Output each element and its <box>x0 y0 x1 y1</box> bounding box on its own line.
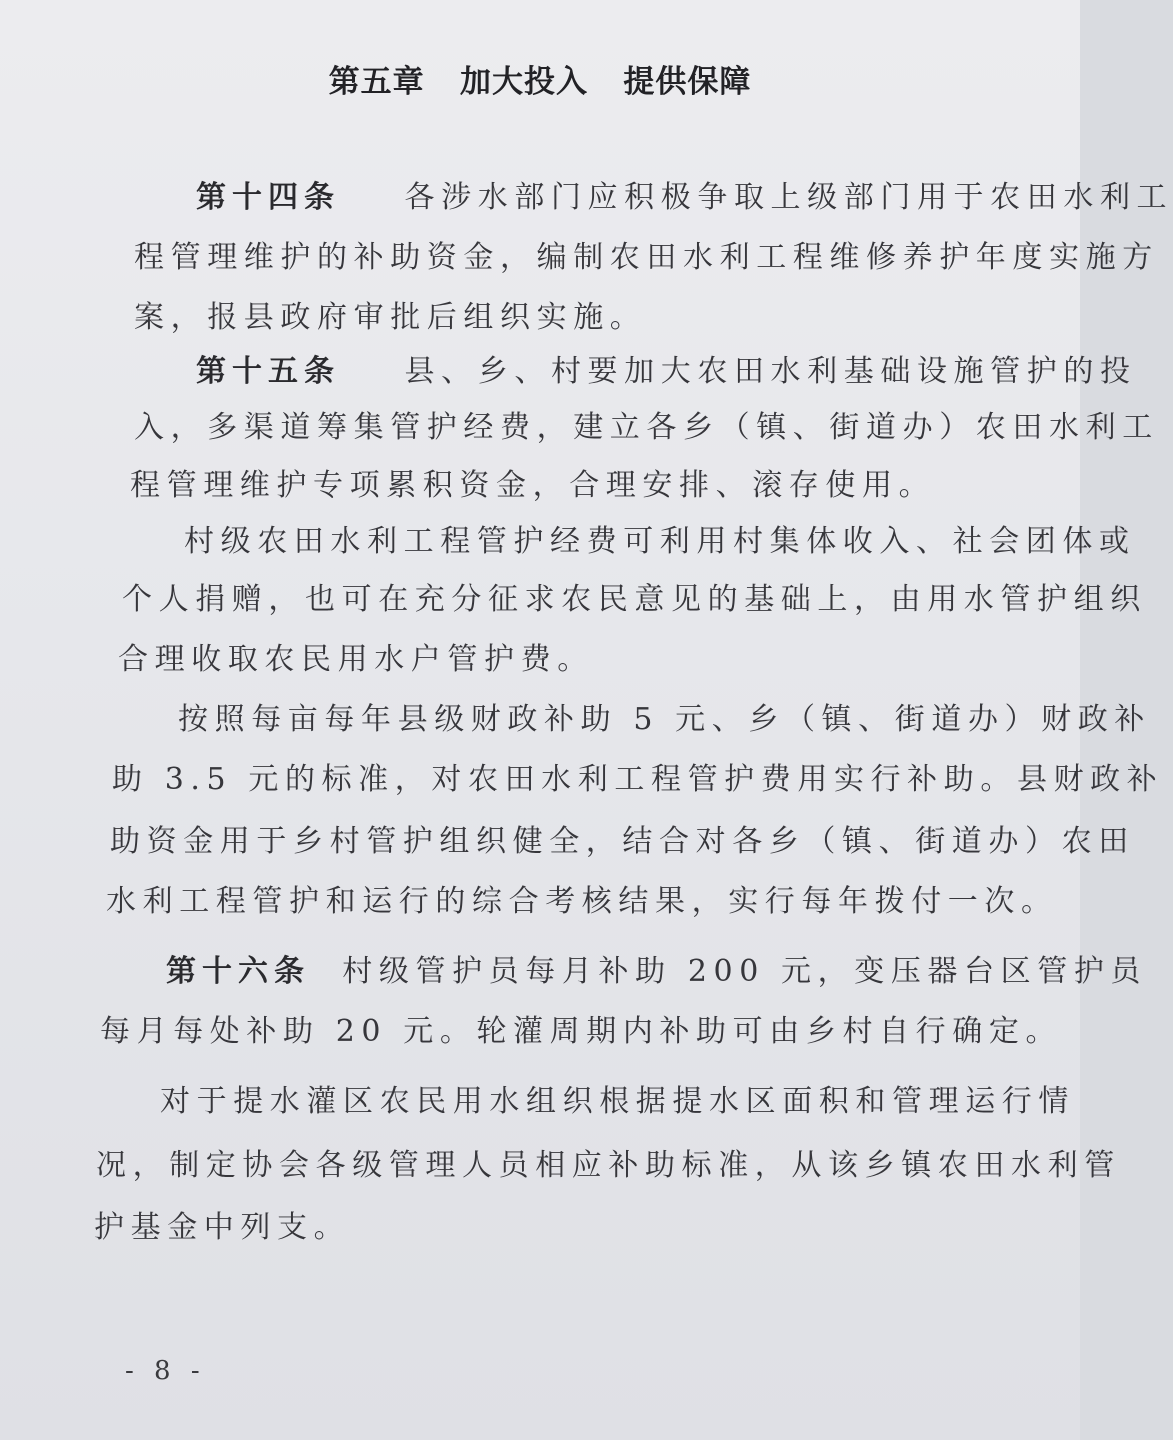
article-15-text-line-2: 入，多渠道筹集管护经费，建立各乡（镇、街道办）农田水利工 <box>134 410 1159 445</box>
lift-irrigation-line-2: 况，制定协会各级管理人员相应补助标准，从该乡镇农田水利管 <box>96 1148 1121 1183</box>
article-15-text-line-1: 县、乡、村要加大农田水利基础设施管护的投 <box>404 354 1137 389</box>
article-14-text-line-2: 程管理维护的补助资金，编制农田水利工程维修养护年度实施方 <box>134 240 1159 275</box>
subsidy-standard-line-1: 按照每亩每年县级财政补助 5 元、乡（镇、街道办）财政补 <box>178 702 1151 737</box>
article-16-text-line-1: 村级管护员每月补助 200 元，变压器台区管护员 <box>342 954 1148 989</box>
lift-irrigation-line-1: 对于提水灌区农民用水组织根据提水区面积和管理运行情 <box>160 1084 1075 1119</box>
article-14-text-line-1: 各涉水部门应积极争取上级部门用于农田水利工 <box>404 180 1173 215</box>
article-16-text-line-2: 每月每处补助 20 元。轮灌周期内补助可由乡村自行确定。 <box>100 1014 1063 1049</box>
subsidy-standard-line-2: 助 3.5 元的标准，对农田水利工程管护费用实行补助。县财政补 <box>112 762 1164 797</box>
article-14-first-line <box>196 178 1173 218</box>
article-16-label: 第十六条 <box>166 954 310 989</box>
page-number: - 8 - <box>125 1356 206 1386</box>
article-15-text-line-3: 程管理维护专项累积资金，合理安排、滚存使用。 <box>130 468 936 503</box>
article-16-first-line <box>166 952 1147 992</box>
village-funds-line-1: 村级农田水利工程管护经费可利用村集体收入、社会团体或 <box>184 524 1136 559</box>
village-funds-line-3: 合理收取农民用水户管护费。 <box>118 642 594 677</box>
lift-irrigation-line-3: 护基金中列支。 <box>94 1210 351 1245</box>
article-14-label: 第十四条 <box>196 180 340 215</box>
subsidy-standard-line-4: 水利工程管护和运行的综合考核结果，实行每年拨付一次。 <box>106 884 1058 919</box>
subsidy-standard-line-3: 助资金用于乡村管护组织健全，结合对各乡（镇、街道办）农田 <box>110 824 1135 859</box>
article-14-text-line-3: 案，报县政府审批后组织实施。 <box>134 300 647 335</box>
article-15-first-line <box>196 352 1137 392</box>
village-funds-line-2: 个人捐赠，也可在充分征求农民意见的基础上，由用水管护组织 <box>122 582 1147 617</box>
article-15-label: 第十五条 <box>196 354 340 389</box>
chapter-title: 第五章 加大投入 提供保障 <box>328 64 752 100</box>
